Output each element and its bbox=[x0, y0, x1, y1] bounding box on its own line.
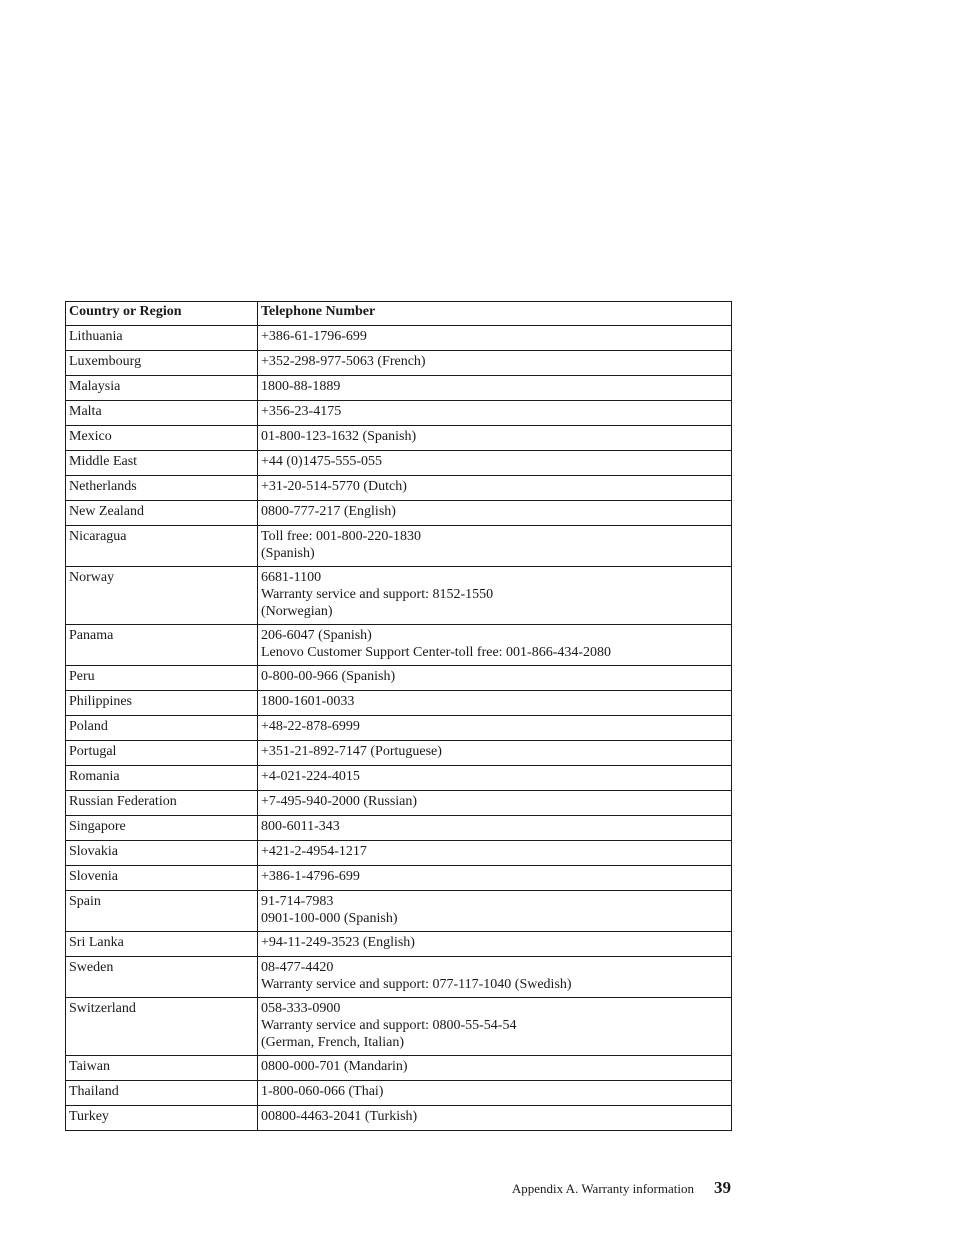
page-footer bbox=[512, 1178, 731, 1198]
telephone-cell bbox=[258, 1106, 732, 1131]
table-row bbox=[66, 401, 732, 426]
telephone-line: 1800-1601-0033 bbox=[261, 694, 355, 709]
telephone-line: Warranty service and support: 0800-55-54-54 bbox=[261, 1018, 517, 1033]
table-row bbox=[66, 666, 732, 691]
telephone-line: 206-6047 (Spanish) bbox=[261, 628, 372, 643]
telephone-line: (Spanish) bbox=[261, 546, 315, 561]
telephone-line: (Norwegian) bbox=[261, 604, 333, 619]
country-cell: Russian Federation bbox=[66, 791, 258, 816]
country-cell: Taiwan bbox=[66, 1056, 258, 1081]
country-cell: Lithuania bbox=[66, 326, 258, 351]
telephone-line: Warranty service and support: 077-117-1040 (Swedish) bbox=[261, 977, 572, 992]
country-cell: Slovakia bbox=[66, 841, 258, 866]
telephone-line: +386-61-1796-699 bbox=[261, 329, 367, 344]
country-cell: Portugal bbox=[66, 741, 258, 766]
table-body bbox=[66, 326, 732, 1131]
telephone-line: 00800-4463-2041 (Turkish) bbox=[261, 1109, 418, 1124]
country-cell: Turkey bbox=[66, 1106, 258, 1131]
country-cell: Peru bbox=[66, 666, 258, 691]
country-cell: Singapore bbox=[66, 816, 258, 841]
telephone-line: (German, French, Italian) bbox=[261, 1035, 405, 1050]
country-cell: New Zealand bbox=[66, 501, 258, 526]
telephone-cell bbox=[258, 841, 732, 866]
table-row bbox=[66, 326, 732, 351]
telephone-cell bbox=[258, 451, 732, 476]
telephone-line: Toll free: 001-800-220-1830 bbox=[261, 529, 421, 544]
telephone-cell bbox=[258, 666, 732, 691]
country-cell: Switzerland bbox=[66, 998, 258, 1056]
table-row bbox=[66, 957, 732, 998]
country-cell: Panama bbox=[66, 625, 258, 666]
telephone-line: 058-333-0900 bbox=[261, 1001, 341, 1016]
column-header-telephone: Telephone Number bbox=[258, 302, 732, 326]
table-row bbox=[66, 891, 732, 932]
table-row bbox=[66, 376, 732, 401]
telephone-cell bbox=[258, 957, 732, 998]
column-header-country: Country or Region bbox=[66, 302, 258, 326]
telephone-line: 0800-000-701 (Mandarin) bbox=[261, 1059, 408, 1074]
telephone-cell bbox=[258, 791, 732, 816]
table-row bbox=[66, 866, 732, 891]
country-cell: Spain bbox=[66, 891, 258, 932]
table-row bbox=[66, 791, 732, 816]
telephone-line: +44 (0)1475-555-055 bbox=[261, 454, 383, 469]
telephone-cell bbox=[258, 401, 732, 426]
telephone-line: +356-23-4175 bbox=[261, 404, 342, 419]
country-cell: Malaysia bbox=[66, 376, 258, 401]
table-row bbox=[66, 501, 732, 526]
telephone-cell bbox=[258, 376, 732, 401]
telephone-line: Lenovo Customer Support Center-toll free: 001-866-434-2080 bbox=[261, 645, 612, 660]
telephone-line: 0-800-00-966 (Spanish) bbox=[261, 669, 396, 684]
table-row bbox=[66, 816, 732, 841]
table-row bbox=[66, 691, 732, 716]
country-cell: Romania bbox=[66, 766, 258, 791]
telephone-cell bbox=[258, 866, 732, 891]
table-row bbox=[66, 426, 732, 451]
telephone-cell bbox=[258, 766, 732, 791]
table-row bbox=[66, 1106, 732, 1131]
table-row bbox=[66, 451, 732, 476]
telephone-line: 0901-100-000 (Spanish) bbox=[261, 911, 398, 926]
country-cell: Middle East bbox=[66, 451, 258, 476]
telephone-line: +7-495-940-2000 (Russian) bbox=[261, 794, 418, 809]
telephone-line: 08-477-4420 bbox=[261, 960, 334, 975]
country-cell: Netherlands bbox=[66, 476, 258, 501]
table-row bbox=[66, 567, 732, 625]
telephone-line: Warranty service and support: 8152-1550 bbox=[261, 587, 494, 602]
table-row bbox=[66, 998, 732, 1056]
country-cell: Slovenia bbox=[66, 866, 258, 891]
country-cell: Nicaragua bbox=[66, 526, 258, 567]
country-cell: Norway bbox=[66, 567, 258, 625]
table-row bbox=[66, 716, 732, 741]
country-cell: Thailand bbox=[66, 1081, 258, 1106]
telephone-cell bbox=[258, 625, 732, 666]
table-row bbox=[66, 1056, 732, 1081]
telephone-cell bbox=[258, 741, 732, 766]
telephone-cell bbox=[258, 326, 732, 351]
telephone-cell bbox=[258, 1056, 732, 1081]
telephone-line: 1-800-060-066 (Thai) bbox=[261, 1084, 384, 1099]
telephone-line: 6681-1100 bbox=[261, 570, 322, 585]
table-row bbox=[66, 766, 732, 791]
telephone-line: +352-298-977-5063 (French) bbox=[261, 354, 426, 369]
telephone-line: +386-1-4796-699 bbox=[261, 869, 360, 884]
telephone-cell bbox=[258, 891, 732, 932]
telephone-line: +4-021-224-4015 bbox=[261, 769, 360, 784]
table-row bbox=[66, 526, 732, 567]
table-row bbox=[66, 351, 732, 376]
telephone-line: 1800-88-1889 bbox=[261, 379, 341, 394]
telephone-cell bbox=[258, 526, 732, 567]
telephone-line: +31-20-514-5770 (Dutch) bbox=[261, 479, 407, 494]
telephone-cell bbox=[258, 816, 732, 841]
telephone-cell bbox=[258, 691, 732, 716]
page-number: 39 bbox=[714, 1178, 731, 1197]
telephone-line: 800-6011-343 bbox=[261, 819, 340, 834]
table-row bbox=[66, 1081, 732, 1106]
table-header-row bbox=[66, 302, 732, 326]
country-cell: Sri Lanka bbox=[66, 932, 258, 957]
country-cell: Philippines bbox=[66, 691, 258, 716]
country-cell: Poland bbox=[66, 716, 258, 741]
telephone-line: +421-2-4954-1217 bbox=[261, 844, 367, 859]
table-row bbox=[66, 476, 732, 501]
country-cell: Sweden bbox=[66, 957, 258, 998]
table-row bbox=[66, 932, 732, 957]
telephone-line: +48-22-878-6999 bbox=[261, 719, 360, 734]
telephone-cell bbox=[258, 998, 732, 1056]
telephone-cell bbox=[258, 351, 732, 376]
table-row bbox=[66, 625, 732, 666]
table-row bbox=[66, 741, 732, 766]
country-cell: Luxembourg bbox=[66, 351, 258, 376]
country-cell: Mexico bbox=[66, 426, 258, 451]
telephone-line: 01-800-123-1632 (Spanish) bbox=[261, 429, 417, 444]
telephone-cell bbox=[258, 932, 732, 957]
telephone-cell bbox=[258, 501, 732, 526]
footer-section-title: Appendix A. Warranty information bbox=[511, 1181, 694, 1196]
telephone-cell bbox=[258, 1081, 732, 1106]
country-cell: Malta bbox=[66, 401, 258, 426]
telephone-line: +351-21-892-7147 (Portuguese) bbox=[261, 744, 442, 759]
phone-support-table bbox=[65, 301, 732, 1131]
telephone-cell bbox=[258, 716, 732, 741]
telephone-cell bbox=[258, 567, 732, 625]
telephone-cell bbox=[258, 476, 732, 501]
telephone-line: 0800-777-217 (English) bbox=[261, 504, 396, 519]
telephone-line: 91-714-7983 bbox=[261, 894, 334, 909]
telephone-line: +94-11-249-3523 (English) bbox=[261, 935, 415, 950]
table-row bbox=[66, 841, 732, 866]
telephone-cell bbox=[258, 426, 732, 451]
